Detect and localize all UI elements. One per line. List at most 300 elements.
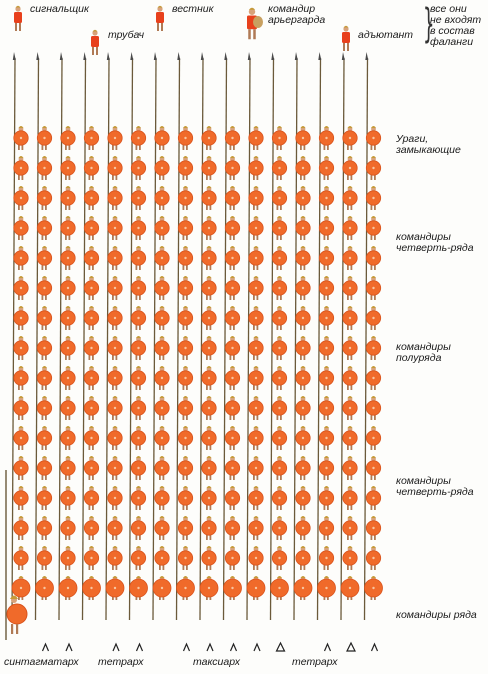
soldier [178, 126, 192, 150]
spear-tip [224, 52, 227, 60]
soldier [343, 546, 357, 570]
soldier [343, 216, 357, 240]
soldier [272, 246, 286, 270]
soldier [249, 306, 263, 330]
soldier [296, 126, 310, 150]
spear [294, 58, 297, 620]
soldier [202, 306, 216, 330]
label-uragi: Ураги, замыкающие [396, 133, 461, 156]
soldier [155, 426, 169, 450]
spear-tip [107, 52, 110, 60]
file-leader-soldier [200, 576, 218, 600]
soldier [84, 156, 98, 180]
soldier [296, 276, 310, 300]
soldier [178, 216, 192, 240]
soldier [202, 396, 216, 420]
soldier [319, 156, 333, 180]
soldier [108, 276, 122, 300]
soldier [272, 306, 286, 330]
figure-messenger [156, 6, 164, 31]
soldier [61, 216, 75, 240]
soldier [61, 396, 75, 420]
soldier [272, 456, 286, 480]
officer-marker [231, 644, 237, 651]
soldier [155, 486, 169, 510]
soldier [14, 246, 28, 270]
soldier [319, 486, 333, 510]
soldier [178, 456, 192, 480]
soldier [178, 336, 192, 360]
soldier [14, 276, 28, 300]
spear-tip [177, 52, 180, 60]
soldier [202, 516, 216, 540]
soldier [249, 366, 263, 390]
file-leader-soldier [271, 576, 289, 600]
label-quarter-rank-bottom: командиры четверть-ряда [396, 475, 474, 498]
file-leader-soldier [177, 576, 195, 600]
soldier [319, 186, 333, 210]
soldier [366, 366, 380, 390]
soldier [296, 186, 310, 210]
soldier [84, 396, 98, 420]
soldier [37, 366, 51, 390]
file-leader-soldier [341, 576, 359, 600]
soldier [202, 456, 216, 480]
soldier [131, 246, 145, 270]
soldier [14, 486, 28, 510]
officer-marker [277, 643, 285, 651]
soldier [14, 186, 28, 210]
soldier [296, 216, 310, 240]
soldier [84, 426, 98, 450]
soldier [202, 486, 216, 510]
spear-tip [365, 52, 368, 60]
soldier [272, 276, 286, 300]
spear-tip [201, 52, 204, 60]
soldier [249, 216, 263, 240]
soldier [108, 306, 122, 330]
officer-marker [347, 643, 355, 651]
figure-adjutant [342, 26, 350, 51]
label-tetrarch-right: тетрарх [292, 656, 338, 668]
spear-tip [36, 52, 39, 60]
soldier [37, 546, 51, 570]
soldier [37, 456, 51, 480]
label-trumpeter: трубач [108, 29, 145, 41]
soldier [61, 366, 75, 390]
soldier [155, 516, 169, 540]
soldier [108, 366, 122, 390]
file-leader-soldier [83, 576, 101, 600]
soldier [272, 546, 286, 570]
officer-marker [66, 644, 72, 651]
soldier [14, 546, 28, 570]
soldier [249, 276, 263, 300]
soldier [131, 306, 145, 330]
soldier [366, 216, 380, 240]
soldier [296, 306, 310, 330]
soldier [155, 246, 169, 270]
soldier [131, 366, 145, 390]
soldier [366, 306, 380, 330]
soldier [202, 366, 216, 390]
soldier [366, 486, 380, 510]
soldier [296, 396, 310, 420]
soldier [108, 216, 122, 240]
soldier [131, 426, 145, 450]
soldier [178, 186, 192, 210]
file-leader-soldier [224, 576, 242, 600]
soldier [84, 126, 98, 150]
spear-tip [60, 52, 63, 60]
soldier [225, 156, 239, 180]
soldier [37, 156, 51, 180]
soldier [249, 546, 263, 570]
soldier [249, 246, 263, 270]
soldier [319, 126, 333, 150]
soldier [84, 276, 98, 300]
soldier [37, 246, 51, 270]
soldier [366, 336, 380, 360]
soldier [319, 546, 333, 570]
soldier [343, 336, 357, 360]
spear [341, 58, 344, 620]
soldier [37, 426, 51, 450]
soldier [131, 216, 145, 240]
soldier [37, 486, 51, 510]
soldier [131, 486, 145, 510]
soldier [272, 516, 286, 540]
soldier [296, 366, 310, 390]
soldier [272, 366, 286, 390]
soldier [84, 516, 98, 540]
soldier [296, 486, 310, 510]
soldier [178, 276, 192, 300]
soldier [225, 216, 239, 240]
soldier [14, 456, 28, 480]
soldier [131, 276, 145, 300]
soldier [249, 186, 263, 210]
soldier [366, 276, 380, 300]
soldier [108, 516, 122, 540]
soldier [108, 426, 122, 450]
soldier [61, 426, 75, 450]
file-leader-soldier [36, 576, 54, 600]
soldier [343, 276, 357, 300]
soldier [37, 516, 51, 540]
soldier [272, 486, 286, 510]
file-leader-soldier [130, 576, 148, 600]
spear-tip [13, 52, 16, 60]
soldier [272, 126, 286, 150]
soldier [14, 516, 28, 540]
soldier [61, 486, 75, 510]
soldier [155, 156, 169, 180]
soldier [296, 246, 310, 270]
spear [177, 58, 180, 620]
label-quarter-rank-top: командиры четверть-ряда [396, 231, 474, 254]
soldier [108, 246, 122, 270]
soldier [37, 276, 51, 300]
brace-symbol: } [422, 1, 435, 47]
soldier [343, 366, 357, 390]
soldier [225, 306, 239, 330]
soldier [202, 426, 216, 450]
soldier [84, 246, 98, 270]
spear [130, 58, 133, 620]
officer-marker [372, 644, 378, 651]
soldier [225, 186, 239, 210]
soldier [249, 336, 263, 360]
spear [83, 58, 86, 620]
soldier [225, 396, 239, 420]
soldier [178, 486, 192, 510]
spear [224, 58, 227, 620]
officer-marker [184, 644, 190, 651]
soldier [296, 456, 310, 480]
file-leader-soldier [59, 576, 77, 600]
soldier [202, 546, 216, 570]
soldier [249, 126, 263, 150]
soldier [319, 516, 333, 540]
soldier [319, 276, 333, 300]
soldier [366, 246, 380, 270]
soldier [61, 306, 75, 330]
label-rear-commander: командир арьергарда [268, 3, 326, 26]
soldier [202, 246, 216, 270]
soldier [202, 186, 216, 210]
soldier [14, 396, 28, 420]
soldier [296, 156, 310, 180]
soldier [61, 276, 75, 300]
soldier [343, 426, 357, 450]
soldier [225, 336, 239, 360]
soldier [108, 156, 122, 180]
spear-tip [342, 52, 345, 60]
soldier [37, 216, 51, 240]
label-taxiarch: таксиарх [193, 656, 240, 668]
file-leader-soldier [153, 576, 171, 600]
soldier [249, 396, 263, 420]
soldier [108, 456, 122, 480]
soldier [155, 366, 169, 390]
spear-tip [83, 52, 86, 60]
soldier [108, 126, 122, 150]
soldier [61, 186, 75, 210]
soldier [61, 546, 75, 570]
soldier [108, 396, 122, 420]
soldier [108, 486, 122, 510]
officer-marker [207, 644, 213, 651]
soldier [178, 366, 192, 390]
soldier [319, 216, 333, 240]
soldier [131, 516, 145, 540]
soldier [61, 456, 75, 480]
soldier [225, 486, 239, 510]
soldier [61, 336, 75, 360]
soldier [366, 126, 380, 150]
soldier [37, 186, 51, 210]
soldier [225, 366, 239, 390]
spear [12, 58, 15, 620]
soldier [131, 336, 145, 360]
soldier [225, 426, 239, 450]
label-syntagmatarch: синтагматарх [4, 656, 79, 668]
soldier [84, 216, 98, 240]
soldier [178, 426, 192, 450]
soldier [225, 126, 239, 150]
officer-marker [137, 644, 143, 651]
soldier [296, 336, 310, 360]
soldier [343, 516, 357, 540]
file-leader-soldier [365, 576, 383, 600]
spear [200, 58, 203, 620]
soldier [131, 126, 145, 150]
soldier [14, 126, 28, 150]
soldier [366, 516, 380, 540]
soldier [249, 456, 263, 480]
label-tetrarch-left: тетрарх [98, 656, 144, 668]
soldier [202, 156, 216, 180]
spear-tip [154, 52, 157, 60]
soldier [84, 306, 98, 330]
officer-marker [254, 644, 260, 651]
soldier [319, 426, 333, 450]
soldier [296, 426, 310, 450]
spear [106, 58, 109, 620]
soldier [155, 216, 169, 240]
soldier [84, 336, 98, 360]
figure-trumpeter [91, 30, 99, 55]
soldier [155, 186, 169, 210]
soldier [131, 456, 145, 480]
soldier [131, 186, 145, 210]
soldier [343, 156, 357, 180]
soldier [343, 186, 357, 210]
soldier [84, 366, 98, 390]
soldier [319, 336, 333, 360]
soldier [272, 156, 286, 180]
spear [59, 58, 62, 620]
soldier [108, 546, 122, 570]
label-messenger: вестник [172, 3, 214, 15]
soldier [343, 486, 357, 510]
soldier [37, 306, 51, 330]
soldier [272, 216, 286, 240]
soldier [296, 546, 310, 570]
soldier [343, 126, 357, 150]
soldier [155, 126, 169, 150]
file-leader-soldier [294, 576, 312, 600]
figure-signaller [14, 6, 22, 31]
soldier [155, 276, 169, 300]
soldier [202, 126, 216, 150]
spear-tip [271, 52, 274, 60]
soldier [249, 426, 263, 450]
soldier [37, 126, 51, 150]
soldier [319, 246, 333, 270]
soldier [343, 456, 357, 480]
soldier [366, 186, 380, 210]
soldier [61, 516, 75, 540]
soldier [272, 396, 286, 420]
soldier [343, 306, 357, 330]
spear-tip [248, 52, 251, 60]
soldier [155, 306, 169, 330]
soldier [178, 516, 192, 540]
file-leader-soldier [318, 576, 336, 600]
spear [36, 58, 39, 620]
soldier [178, 546, 192, 570]
officer-marker [113, 644, 119, 651]
soldier [84, 486, 98, 510]
rear-commander-shield [253, 16, 263, 28]
spear [318, 58, 321, 620]
soldier [319, 396, 333, 420]
soldier [272, 186, 286, 210]
soldier [366, 456, 380, 480]
soldier [108, 186, 122, 210]
soldier [272, 336, 286, 360]
soldier [14, 336, 28, 360]
soldier [343, 396, 357, 420]
spear-tip [130, 52, 133, 60]
soldier [202, 276, 216, 300]
soldier [202, 336, 216, 360]
soldier [202, 216, 216, 240]
soldier [14, 156, 28, 180]
soldier [178, 156, 192, 180]
soldier [14, 216, 28, 240]
officer-marker [43, 644, 49, 651]
soldier [155, 546, 169, 570]
soldier [366, 396, 380, 420]
soldier [84, 456, 98, 480]
soldier [178, 306, 192, 330]
soldier [131, 396, 145, 420]
soldier [178, 246, 192, 270]
soldier [155, 336, 169, 360]
soldier [14, 306, 28, 330]
soldier [225, 516, 239, 540]
soldier [37, 396, 51, 420]
spear-tip [295, 52, 298, 60]
spear-tip [318, 52, 321, 60]
phalanx-grid [12, 52, 383, 620]
soldier [131, 546, 145, 570]
soldier [14, 366, 28, 390]
soldier [319, 456, 333, 480]
soldier [225, 456, 239, 480]
spear [365, 58, 368, 620]
soldier [225, 246, 239, 270]
soldier [61, 246, 75, 270]
label-half-rank: командиры полуряда [396, 341, 451, 364]
soldier [319, 366, 333, 390]
spear [247, 58, 250, 620]
soldier [366, 156, 380, 180]
soldier [249, 156, 263, 180]
soldier [37, 336, 51, 360]
spear [271, 58, 274, 620]
soldier [178, 396, 192, 420]
soldier [249, 486, 263, 510]
label-not-in-phalanx: все они не входят в состав фаланги [430, 3, 482, 48]
soldier [14, 426, 28, 450]
soldier [155, 396, 169, 420]
spear [153, 58, 156, 620]
label-file-leaders: командиры ряда [396, 609, 477, 621]
